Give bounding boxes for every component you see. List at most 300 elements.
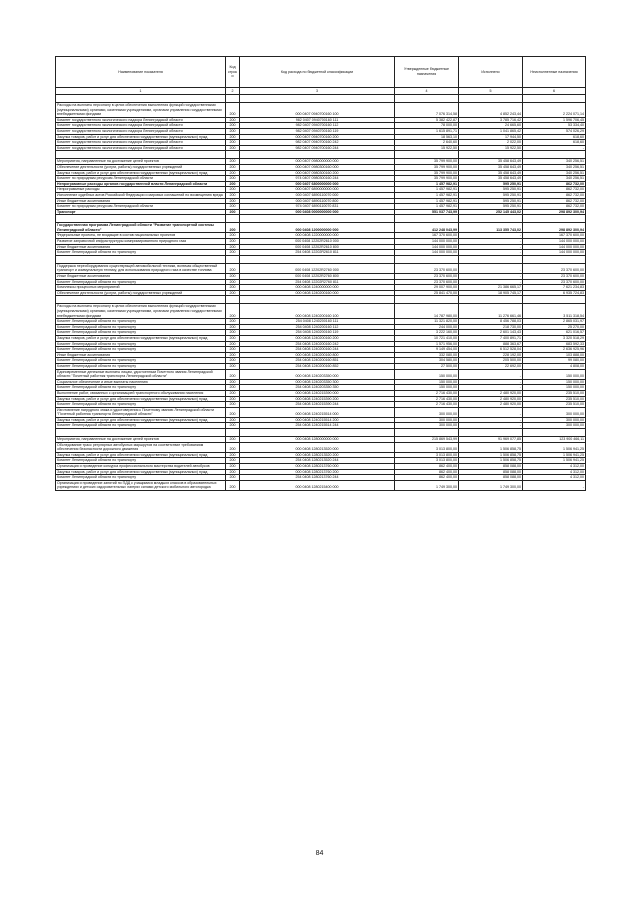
spacer-cell bbox=[56, 429, 226, 437]
row-executed-cell: 858 088,00 bbox=[459, 475, 523, 481]
row-unexecuted-cell: 103 888,00 bbox=[523, 352, 586, 358]
row-code-cell: 200 bbox=[226, 279, 240, 285]
row-executed-cell: 888 363,67 bbox=[459, 341, 523, 347]
column-number: 4 bbox=[395, 88, 459, 95]
row-name-cell: Комитет государственного экологического надзора Ленинградской области bbox=[56, 128, 226, 134]
spacer-cell bbox=[395, 151, 459, 159]
row-code-cell: 200 bbox=[226, 347, 240, 353]
row-code-cell: 200 bbox=[226, 442, 240, 452]
row-name-cell: Расходы на выплаты персоналу в целях обеспечения выполнения функций государственными (муниципальными) органами, казенными учреждениями, органами управления государственными внебюджетными фондами bbox=[56, 103, 226, 118]
row-executed-cell: 2 022,00 bbox=[459, 140, 523, 146]
row-executed-cell: 35 458 643,49 bbox=[459, 164, 523, 170]
table-row bbox=[56, 330, 586, 336]
row-code-cell: 200 bbox=[226, 304, 240, 319]
table-row bbox=[56, 223, 586, 233]
table-row bbox=[56, 290, 586, 296]
row-approved-cell: 144 000 000,00 bbox=[395, 239, 459, 245]
row-unexecuted-cell: 7 621 234,83 bbox=[523, 285, 586, 291]
row-name-cell: Комитет государственного экологического надзора Ленинградской области bbox=[56, 123, 226, 129]
table-row bbox=[56, 452, 586, 458]
row-approved-cell: 10 721 410,00 bbox=[395, 335, 459, 341]
row-executed-cell: - bbox=[459, 379, 523, 385]
spacer-cell bbox=[56, 151, 226, 159]
spacer-cell bbox=[226, 215, 240, 223]
row-code-cell: 200 bbox=[226, 145, 240, 151]
spacer-row bbox=[56, 255, 586, 263]
spacer-cell bbox=[459, 296, 523, 304]
spacer-cell bbox=[56, 255, 226, 263]
row-unexecuted-cell: 862 732,00 bbox=[523, 192, 586, 198]
row-code-cell: 200 bbox=[226, 103, 240, 118]
row-kbk-cell: 000 0408 1240215514 000 bbox=[240, 407, 395, 417]
spacer-cell bbox=[240, 95, 395, 103]
row-kbk-cell: 254 0408 1240200160 852 bbox=[240, 363, 395, 369]
row-name-cell: Непрограммные расходы органов государственной власти Ленинградской области bbox=[56, 181, 226, 187]
row-unexecuted-cell: 23 370 600,00 bbox=[523, 279, 586, 285]
row-unexecuted-cell: 862 732,00 bbox=[523, 198, 586, 204]
row-executed-cell: - bbox=[459, 369, 523, 379]
row-name-cell: Закупка товаров, работ и услуг для обеспечения государственных (муниципальных) нужд bbox=[56, 469, 226, 475]
row-name-cell: Комитет по природным ресурсам Ленинградской области bbox=[56, 176, 226, 182]
row-name-cell: Государственная программа Ленинградской области "Развитие транспортной системы Ленинградской области" bbox=[56, 223, 226, 233]
row-approved-cell: 29 007 900,00 bbox=[395, 285, 459, 291]
table-row bbox=[56, 464, 586, 470]
spacer-cell bbox=[240, 215, 395, 223]
row-code-cell: 200 bbox=[226, 164, 240, 170]
table-row bbox=[56, 103, 586, 118]
row-code-cell: 200 bbox=[226, 458, 240, 464]
row-unexecuted-cell: 340 256,51 bbox=[523, 176, 586, 182]
spacer-cell bbox=[395, 95, 459, 103]
table-row bbox=[56, 319, 586, 325]
table-row bbox=[56, 176, 586, 182]
row-kbk-cell: 254 0408 1240215514 244 bbox=[240, 423, 395, 429]
row-code-cell: 200 bbox=[226, 369, 240, 379]
table-row bbox=[56, 341, 586, 347]
table-row bbox=[56, 335, 586, 341]
row-code-cell: 200 bbox=[226, 330, 240, 336]
row-name-cell: Выполнение работ, связанных с организацией транспортного обслуживания населения bbox=[56, 390, 226, 396]
row-approved-cell: 23 370 600,00 bbox=[395, 263, 459, 273]
spacer-cell bbox=[226, 429, 240, 437]
row-code-cell: 200 bbox=[226, 396, 240, 402]
row-kbk-cell: 000 0407 6890110070 800 bbox=[240, 198, 395, 204]
spacer-cell bbox=[459, 429, 523, 437]
row-unexecuted-cell: 862 732,00 bbox=[523, 181, 586, 187]
row-unexecuted-cell: 1 506 941,25 bbox=[523, 458, 586, 464]
row-kbk-cell: 254 0408 1240200160 851 bbox=[240, 358, 395, 364]
row-approved-cell: 35 799 900,00 bbox=[395, 164, 459, 170]
row-name-cell: Исполнение судебных актов Российской Федерации и мировых соглашений по возмещению вреда bbox=[56, 192, 226, 198]
table-row bbox=[56, 402, 586, 408]
table-body bbox=[56, 95, 586, 491]
row-unexecuted-cell: 144 000 000,00 bbox=[523, 239, 586, 245]
row-code-cell: 200 bbox=[226, 170, 240, 176]
row-name-cell: Комитет Ленинградской области по транспорту bbox=[56, 423, 226, 429]
row-kbk-cell: 000 0407 6800000000 000 bbox=[240, 181, 395, 187]
spacer-cell bbox=[226, 95, 240, 103]
row-name-cell: Комитет Ленинградской области по транспорту bbox=[56, 330, 226, 336]
row-kbk-cell: 974 0407 0980300160 244 bbox=[240, 176, 395, 182]
column-number: 5 bbox=[459, 88, 523, 95]
table-row bbox=[56, 347, 586, 353]
row-approved-cell: 1 457 982,91 bbox=[395, 187, 459, 193]
row-code-cell: 200 bbox=[226, 140, 240, 146]
row-approved-cell: 15 922,50 bbox=[395, 145, 459, 151]
row-unexecuted-cell: 123 900 466,11 bbox=[523, 437, 586, 443]
spacer-cell bbox=[226, 296, 240, 304]
row-code-cell: 200 bbox=[226, 244, 240, 250]
row-name-cell: Иные бюджетные ассигнования bbox=[56, 198, 226, 204]
spacer-cell bbox=[459, 255, 523, 263]
column-number: 6 bbox=[523, 88, 586, 95]
row-executed-cell: 2 480 920,00 bbox=[459, 390, 523, 396]
row-approved-cell: 35 799 900,00 bbox=[395, 170, 459, 176]
row-kbk-cell: 982 0407 0940700160 244 bbox=[240, 145, 395, 151]
row-executed-cell: 1 506 858,75 bbox=[459, 452, 523, 458]
row-kbk-cell: 000 0407 0980300160 200 bbox=[240, 170, 395, 176]
row-name-cell: Единовременные денежные выплаты лицам, удостоенным Почетного звания Ленинградской области "Почетный работник транспорта Ленинградской области" bbox=[56, 369, 226, 379]
row-code-cell: 200 bbox=[226, 452, 240, 458]
spacer-row bbox=[56, 151, 586, 159]
row-name-cell: Комитет государственного экологического надзора Ленинградской области bbox=[56, 140, 226, 146]
row-approved-cell: 3 222 160,00 bbox=[395, 330, 459, 336]
spacer-cell bbox=[395, 429, 459, 437]
row-kbk-cell: 254 0408 1240200160 244 bbox=[240, 347, 395, 353]
table-row bbox=[56, 396, 586, 402]
row-unexecuted-cell: 300 000,00 bbox=[523, 417, 586, 423]
row-unexecuted-cell: 1 506 941,25 bbox=[523, 452, 586, 458]
row-name-cell: Поддержка переоборудования существующей автомобильной техники, включая общественный транспорт и коммунальную технику, для использования природного газа в качестве топлива bbox=[56, 263, 226, 273]
table-row bbox=[56, 304, 586, 319]
row-name-cell: Комитет Ленинградской области по транспорту bbox=[56, 324, 226, 330]
row-approved-cell: 35 799 900,00 bbox=[395, 159, 459, 165]
row-executed-cell: 252 145 443,02 bbox=[459, 209, 523, 215]
row-code-cell: 200 bbox=[226, 352, 240, 358]
row-approved-cell: 150 000,00 bbox=[395, 385, 459, 391]
row-unexecuted-cell: 300 000,00 bbox=[523, 423, 586, 429]
row-executed-cell: 91 969 077,85 bbox=[459, 437, 523, 443]
spacer-row bbox=[56, 296, 586, 304]
spacer-cell bbox=[459, 151, 523, 159]
row-approved-cell: 144 000 000,00 bbox=[395, 250, 459, 256]
row-name-cell: Мероприятия, направленные на достижение целей проектов bbox=[56, 159, 226, 165]
row-approved-cell: 304 580,00 bbox=[395, 358, 459, 364]
row-kbk-cell: 000 0407 0940700160 100 bbox=[240, 103, 395, 118]
row-approved-cell: 14 787 980,00 bbox=[395, 304, 459, 319]
row-code-cell: 200 bbox=[226, 390, 240, 396]
row-approved-cell: 23 370 600,00 bbox=[395, 274, 459, 280]
row-unexecuted-cell: 298 892 300,94 bbox=[523, 223, 586, 233]
row-kbk-cell: 254 0408 12202R2610 811 bbox=[240, 250, 395, 256]
row-code-cell: 200 bbox=[226, 335, 240, 341]
row-name-cell: Мероприятия, направленные на достижение целей проектов bbox=[56, 437, 226, 443]
row-name-cell: Комитет государственного экологического надзора Ленинградской области bbox=[56, 145, 226, 151]
row-unexecuted-cell: 300 000,00 bbox=[523, 407, 586, 417]
row-name-cell: Комитет Ленинградской области по транспорту bbox=[56, 385, 226, 391]
row-unexecuted-cell: 2 636 925,96 bbox=[523, 347, 586, 353]
header-code: Код строк и bbox=[226, 57, 240, 88]
row-kbk-cell: 000 0408 12202R2760 800 bbox=[240, 274, 395, 280]
row-code-cell: 200 bbox=[226, 363, 240, 369]
spacer-cell bbox=[56, 215, 226, 223]
row-code-cell: 200 bbox=[226, 159, 240, 165]
row-approved-cell: 1 571 956,00 bbox=[395, 341, 459, 347]
row-name-cell: Федеральные проекты, не входящие в состав национальных проектов bbox=[56, 233, 226, 239]
row-name-cell: Организация и проведение конкурса профессионального мастерства водителей автобусов bbox=[56, 464, 226, 470]
spacer-cell bbox=[226, 255, 240, 263]
row-code-cell: 200 bbox=[226, 204, 240, 210]
spacer-cell bbox=[56, 296, 226, 304]
table-row bbox=[56, 204, 586, 210]
row-approved-cell: 1 457 982,91 bbox=[395, 181, 459, 187]
row-executed-cell: - bbox=[459, 244, 523, 250]
row-kbk-cell: 254 0408 1280213520 244 bbox=[240, 458, 395, 464]
row-executed-cell: 2 480 920,00 bbox=[459, 396, 523, 402]
row-unexecuted-cell: - bbox=[523, 480, 586, 490]
row-approved-cell: 18 563,10 bbox=[395, 134, 459, 140]
row-code-cell: 200 bbox=[226, 134, 240, 140]
row-kbk-cell: 254 0408 1240200160 242 bbox=[240, 341, 395, 347]
spacer-cell bbox=[395, 255, 459, 263]
row-kbk-cell: 982 0407 0940700160 112 bbox=[240, 123, 395, 129]
row-executed-cell: 22 692,00 bbox=[459, 363, 523, 369]
row-code-cell: 200 bbox=[226, 437, 240, 443]
column-number: 1 bbox=[56, 88, 226, 95]
table-row bbox=[56, 128, 586, 134]
row-name-cell: Комитет Ленинградской области по транспорту bbox=[56, 363, 226, 369]
row-executed-cell: 1 506 858,75 bbox=[459, 442, 523, 452]
row-executed-cell: 15 922,50 bbox=[459, 145, 523, 151]
row-executed-cell: - bbox=[459, 274, 523, 280]
row-name-cell: Комитет Ленинградской области по транспорту bbox=[56, 319, 226, 325]
header-executed: Исполнено bbox=[459, 57, 523, 88]
page-number: 84 bbox=[315, 850, 324, 857]
row-approved-cell: 1 457 982,91 bbox=[395, 204, 459, 210]
row-name-cell: Закупка товаров, работ и услуг для обеспечения государственных (муниципальных) нужд bbox=[56, 396, 226, 402]
row-approved-cell: 167 370 600,00 bbox=[395, 233, 459, 239]
row-executed-cell: 205 500,00 bbox=[459, 358, 523, 364]
row-approved-cell: 300 000,00 bbox=[395, 407, 459, 417]
row-executed-cell: 1 749 300,00 bbox=[459, 480, 523, 490]
row-unexecuted-cell: 235 510,00 bbox=[523, 396, 586, 402]
row-unexecuted-cell: 4 808,00 bbox=[523, 363, 586, 369]
row-name-cell: Социальное обеспечение и иные выплаты населению bbox=[56, 379, 226, 385]
row-kbk-cell: 000 0408 1240215390 000 bbox=[240, 390, 395, 396]
row-unexecuted-cell: 2 224 071,14 bbox=[523, 103, 586, 118]
row-executed-cell: 1 041 865,42 bbox=[459, 128, 523, 134]
column-number-row bbox=[56, 88, 586, 95]
row-code-cell: 200 bbox=[226, 407, 240, 417]
row-kbk-cell: 000 0408 1280213760 000 bbox=[240, 464, 395, 470]
row-name-cell: Комитет Ленинградской области по транспорту bbox=[56, 347, 226, 353]
row-name-cell: Закупка товаров, работ и услуг для обеспечения государственных (муниципальных) нужд bbox=[56, 452, 226, 458]
row-unexecuted-cell: 4 312,00 bbox=[523, 464, 586, 470]
row-kbk-cell: 000 0408 12202R2610 800 bbox=[240, 244, 395, 250]
row-name-cell: Иные бюджетные ассигнования bbox=[56, 274, 226, 280]
row-code-cell: 200 bbox=[226, 233, 240, 239]
row-executed-cell: 8 456 788,03 bbox=[459, 319, 523, 325]
row-code-cell: 200 bbox=[226, 324, 240, 330]
row-executed-cell: 6 512 528,04 bbox=[459, 347, 523, 353]
row-unexecuted-cell: 150 000,00 bbox=[523, 379, 586, 385]
row-kbk-cell: 982 0407 0940700160 111 bbox=[240, 117, 395, 123]
row-code-cell: 200 bbox=[226, 198, 240, 204]
row-executed-cell: 1 506 858,75 bbox=[459, 458, 523, 464]
row-kbk-cell: 254 0408 1240200160 112 bbox=[240, 324, 395, 330]
row-unexecuted-cell: 23 370 600,00 bbox=[523, 263, 586, 273]
row-kbk-cell: 000 0407 6890000000 000 bbox=[240, 187, 395, 193]
row-code-cell: 200 bbox=[226, 274, 240, 280]
row-approved-cell: 300 000,00 bbox=[395, 423, 459, 429]
row-kbk-cell: 000 0408 1240215514 200 bbox=[240, 417, 395, 423]
row-kbk-cell: 974 0407 6890110070 831 bbox=[240, 204, 395, 210]
row-kbk-cell: 000 0408 1240200160 100 bbox=[240, 304, 395, 319]
row-code-cell: 200 bbox=[226, 192, 240, 198]
row-code-cell: 200 bbox=[226, 128, 240, 134]
row-kbk-cell: 000 0408 1240000000 000 bbox=[240, 285, 395, 291]
row-kbk-cell: 000 0408 0000000000 000 bbox=[240, 209, 395, 215]
row-approved-cell: 215 869 543,99 bbox=[395, 437, 459, 443]
row-kbk-cell: 000 0408 1280213760 200 bbox=[240, 469, 395, 475]
table-row bbox=[56, 407, 586, 417]
row-code-cell: 200 bbox=[226, 417, 240, 423]
row-unexecuted-cell: 2 865 031,97 bbox=[523, 319, 586, 325]
row-approved-cell: 862 400,00 bbox=[395, 469, 459, 475]
spacer-cell bbox=[523, 296, 586, 304]
table-row bbox=[56, 263, 586, 273]
row-code-cell: 200 bbox=[226, 123, 240, 129]
row-approved-cell: 27 500,00 bbox=[395, 363, 459, 369]
row-kbk-cell: 254 0408 12202R2760 811 bbox=[240, 279, 395, 285]
row-approved-cell: 2 716 430,00 bbox=[395, 390, 459, 396]
row-kbk-cell: 000 0408 1240203350 000 bbox=[240, 369, 395, 379]
row-unexecuted-cell: 99 080,00 bbox=[523, 358, 586, 364]
row-executed-cell: 21 386 665,17 bbox=[459, 285, 523, 291]
table-row bbox=[56, 170, 586, 176]
table-row bbox=[56, 458, 586, 464]
row-name-cell: Обследование трасс регулярных автобусных маршрутов на соответствие требованиям обеспечения безопасности дорожного движения bbox=[56, 442, 226, 452]
row-executed-cell: 17 944,50 bbox=[459, 134, 523, 140]
row-name-cell: Комитет Ленинградской области по транспорту bbox=[56, 250, 226, 256]
spacer-cell bbox=[240, 151, 395, 159]
table-row bbox=[56, 181, 586, 187]
row-kbk-cell: 000 0408 1240203350 300 bbox=[240, 379, 395, 385]
row-code-cell: 200 bbox=[226, 319, 240, 325]
row-kbk-cell: 982 0407 0940700160 242 bbox=[240, 140, 395, 146]
spacer-cell bbox=[395, 215, 459, 223]
row-unexecuted-cell: 621 016,57 bbox=[523, 330, 586, 336]
row-executed-cell: 218 730,00 bbox=[459, 324, 523, 330]
spacer-row bbox=[56, 429, 586, 437]
row-approved-cell: 23 370 600,00 bbox=[395, 279, 459, 285]
row-kbk-cell: 000 0408 1240200160 200 bbox=[240, 335, 395, 341]
row-code-cell: 200 bbox=[226, 209, 240, 215]
row-code-cell: 200 bbox=[226, 402, 240, 408]
row-executed-cell: - bbox=[459, 279, 523, 285]
row-name-cell: Комитет Ленинградской области по транспорту bbox=[56, 358, 226, 364]
header-approved: Утвержденные бюджетные назначения bbox=[395, 57, 459, 88]
row-executed-cell: 2 480 920,00 bbox=[459, 402, 523, 408]
column-number: 3 bbox=[240, 88, 395, 95]
row-name-cell: Обеспечение деятельности (услуги, работы) государственных учреждений bbox=[56, 164, 226, 170]
spacer-cell bbox=[56, 95, 226, 103]
row-approved-cell: 2 716 430,00 bbox=[395, 402, 459, 408]
spacer-cell bbox=[523, 255, 586, 263]
row-executed-cell: 595 250,91 bbox=[459, 192, 523, 198]
row-name-cell: Комитет Ленинградской области по транспорту bbox=[56, 279, 226, 285]
row-name-cell: Комплексы процессных мероприятий bbox=[56, 285, 226, 291]
table-row bbox=[56, 475, 586, 481]
spacer-cell bbox=[395, 296, 459, 304]
row-name-cell: Изготовление нагрудного знака и удостоверения к Почетному званию Ленинградской области "Почетный работник транспорта Ленинградской области" bbox=[56, 407, 226, 417]
row-unexecuted-cell: 3 320 518,29 bbox=[523, 335, 586, 341]
table-row bbox=[56, 159, 586, 165]
row-unexecuted-cell: 23 370 600,00 bbox=[523, 274, 586, 280]
header-unexecuted: Неисполненные назначения bbox=[523, 57, 586, 88]
table-row bbox=[56, 480, 586, 490]
spacer-row bbox=[56, 95, 586, 103]
row-name-cell: Закупка товаров, работ и услуг для обеспечения государственных (муниципальных) нужд bbox=[56, 417, 226, 423]
row-approved-cell: 7 076 314,58 bbox=[395, 103, 459, 118]
row-unexecuted-cell: - bbox=[523, 145, 586, 151]
row-name-cell: Организация и проведение занятий по ПДД с учащимися младших классов в образовательных учреждениях и детских оздоровительных лагерях силами детского мобильного автогородка bbox=[56, 480, 226, 490]
row-kbk-cell: 254 0408 1240200160 111 bbox=[240, 319, 395, 325]
row-approved-cell: 5 382 422,87 bbox=[395, 117, 459, 123]
header-kbk: Код расхода по бюджетной классификации bbox=[240, 57, 395, 88]
row-approved-cell: 25 841 470,00 bbox=[395, 290, 459, 296]
row-unexecuted-cell: 25 270,00 bbox=[523, 324, 586, 330]
row-approved-cell: 150 000,00 bbox=[395, 369, 459, 379]
table-row bbox=[56, 123, 586, 129]
row-unexecuted-cell: 862 732,00 bbox=[523, 187, 586, 193]
row-code-cell: 200 bbox=[226, 423, 240, 429]
row-executed-cell: 4 852 243,44 bbox=[459, 103, 523, 118]
row-approved-cell: 3 013 800,00 bbox=[395, 452, 459, 458]
row-code-cell: 200 bbox=[226, 250, 240, 256]
row-kbk-cell: 254 0408 1240215390 244 bbox=[240, 402, 395, 408]
row-unexecuted-cell: 144 000 000,00 bbox=[523, 250, 586, 256]
table-row bbox=[56, 192, 586, 198]
row-code-cell: 200 bbox=[226, 239, 240, 245]
row-approved-cell: 144 000 000,00 bbox=[395, 244, 459, 250]
row-kbk-cell: 000 0408 1240215390 200 bbox=[240, 396, 395, 402]
row-executed-cell: - bbox=[459, 233, 523, 239]
row-approved-cell: 862 400,00 bbox=[395, 475, 459, 481]
row-kbk-cell: 000 0408 1280000000 000 bbox=[240, 437, 395, 443]
row-code-cell: 200 bbox=[226, 475, 240, 481]
row-kbk-cell: 000 0408 1240200160 000 bbox=[240, 290, 395, 296]
row-unexecuted-cell: 618,60 bbox=[523, 140, 586, 146]
row-executed-cell: 595 250,91 bbox=[459, 198, 523, 204]
row-kbk-cell: 254 0408 1240200160 119 bbox=[240, 330, 395, 336]
table-row bbox=[56, 390, 586, 396]
row-unexecuted-cell: 3 511 318,54 bbox=[523, 304, 586, 319]
row-kbk-cell: 000 0408 1200000000 000 bbox=[240, 223, 395, 233]
table-row bbox=[56, 369, 586, 379]
row-code-cell: 200 bbox=[226, 263, 240, 273]
row-executed-cell: 35 458 643,49 bbox=[459, 176, 523, 182]
spacer-cell bbox=[240, 296, 395, 304]
row-executed-cell: 7 400 891,71 bbox=[459, 335, 523, 341]
row-code-cell: 200 bbox=[226, 285, 240, 291]
row-code-cell: 200 bbox=[226, 469, 240, 475]
row-code-cell: 200 bbox=[226, 358, 240, 364]
row-approved-cell: 3 013 800,00 bbox=[395, 458, 459, 464]
row-executed-cell: - bbox=[459, 263, 523, 273]
row-name-cell: Закупка товаров, работ и услуг для обеспечения государственных (муниципальных) нужд bbox=[56, 134, 226, 140]
row-executed-cell: 113 355 743,02 bbox=[459, 223, 523, 233]
